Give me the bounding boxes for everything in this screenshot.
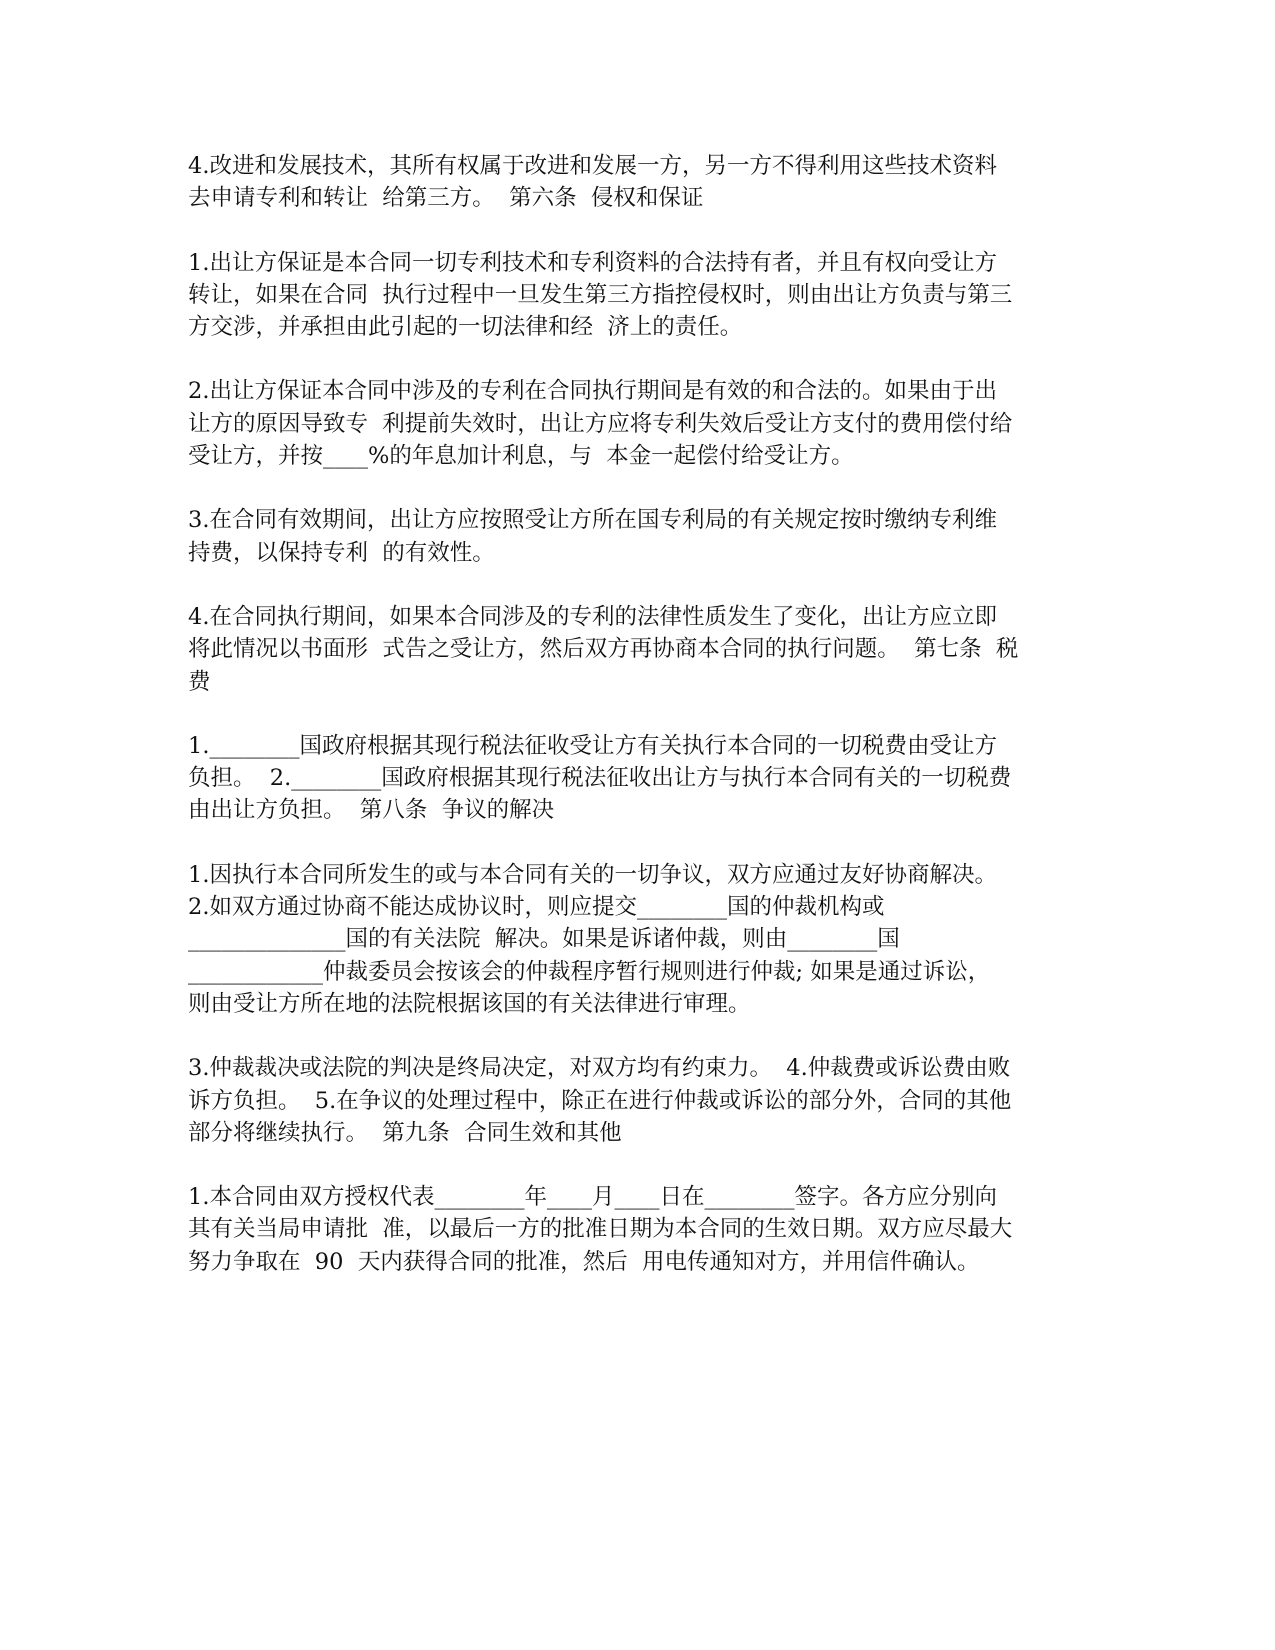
text-line: ______________国的有关法院 解决。如果是诉诸仲裁，则由________国: [188, 926, 900, 953]
text-line: 负担。 2.________国政府根据其现行税法征收出让方与执行本合同有关的一切税费: [188, 765, 1012, 792]
text-line: 4.改进和发展技术，其所有权属于改进和发展一方，另一方不得利用这些技术资料: [188, 153, 997, 179]
paragraph-improvement-ownership: [188, 150, 1093, 215]
text-line: 则由受让方所在地的法院根据该国的有关法律进行审理。: [188, 990, 751, 1017]
paragraph-arbitration-final: [188, 1052, 1093, 1149]
text-line: 其有关当局申请批 准，以最后一方的批准日期为本合同的生效日期。双方应尽最大: [188, 1216, 1013, 1243]
text-line: 部分将继续执行。 第九条 合同生效和其他: [188, 1119, 622, 1146]
paragraph-maintenance-fee: [188, 504, 1093, 569]
text-line: 持费，以保持专利 的有效性。: [188, 539, 495, 566]
text-line: 3.在合同有效期间，出让方应按照受让方所在国专利局的有关规定按时缴纳专利维: [188, 507, 997, 534]
text-line: 由出让方负担。 第八条 争议的解决: [188, 797, 555, 824]
text-line: 方交涉，并承担由此引起的一切法律和经 济上的责任。: [188, 314, 743, 341]
text-line: 费: [188, 668, 211, 695]
text-line: 1.因执行本合同所发生的或与本合同有关的一切争议，双方应通过友好协商解决。: [188, 861, 997, 888]
text-line: 1.出让方保证是本合同一切专利技术和专利资料的合法持有者，并且有权向受让方: [188, 249, 997, 276]
text-line: 去申请专利和转让 给第三方。 第六条 侵权和保证: [188, 185, 704, 212]
text-line: 4.在合同执行期间，如果本合同涉及的专利的法律性质发生了变化，出让方应立即: [188, 603, 997, 630]
text-line: 2.出让方保证本合同中涉及的专利在合同执行期间是有效的和合法的。如果由于出: [188, 378, 997, 405]
paragraph-guarantee-validity: [188, 375, 1093, 472]
text-line: 让方的原因导致专 利提前失效时，出让方应将专利失效后受让方支付的费用偿付给: [188, 410, 1013, 437]
text-line: ____________仲裁委员会按该会的仲裁程序暂行规则进行仲裁; 如果是通过诉讼，: [188, 958, 991, 985]
text-line: 诉方负担。 5.在争议的处理过程中，除正在进行仲裁或诉讼的部分外，合同的其他: [188, 1087, 1012, 1114]
paragraph-guarantee-holder: [188, 247, 1093, 344]
text-line: 转让，如果在合同 执行过程中一旦发生第三方指控侵权时，则由出让方负责与第三: [188, 281, 1013, 308]
text-line: 努力争取在 90 天内获得合同的批准，然后 用电传通知对方，并用信件确认。: [188, 1248, 980, 1275]
paragraph-legal-change: [188, 601, 1093, 698]
paragraph-effectiveness: [188, 1181, 1093, 1278]
text-line: 2.如双方通过协商不能达成协议时，则应提交________国的仲裁机构或: [188, 894, 885, 921]
text-line: 1.________国政府根据其现行税法征收受让方有关执行本合同的一切税费由受让方: [188, 732, 997, 759]
paragraph-taxes: [188, 730, 1093, 827]
paragraph-dispute-resolution: [188, 859, 1093, 1020]
text-line: 1.本合同由双方授权代表________年____月____日在________签字。各方应分别向: [188, 1184, 997, 1211]
text-line: 将此情况以书面形 式告之受让方，然后双方再协商本合同的执行问题。 第七条 税: [188, 636, 1019, 663]
text-line: 3.仲裁裁决或法院的判决是终局决定，对双方均有约束力。 4.仲裁费或诉讼费由败: [188, 1055, 1011, 1082]
text-line: 受让方，并按____%的年息加计利息，与 本金一起偿付给受让方。: [188, 443, 854, 470]
document-body: [188, 150, 1093, 1310]
